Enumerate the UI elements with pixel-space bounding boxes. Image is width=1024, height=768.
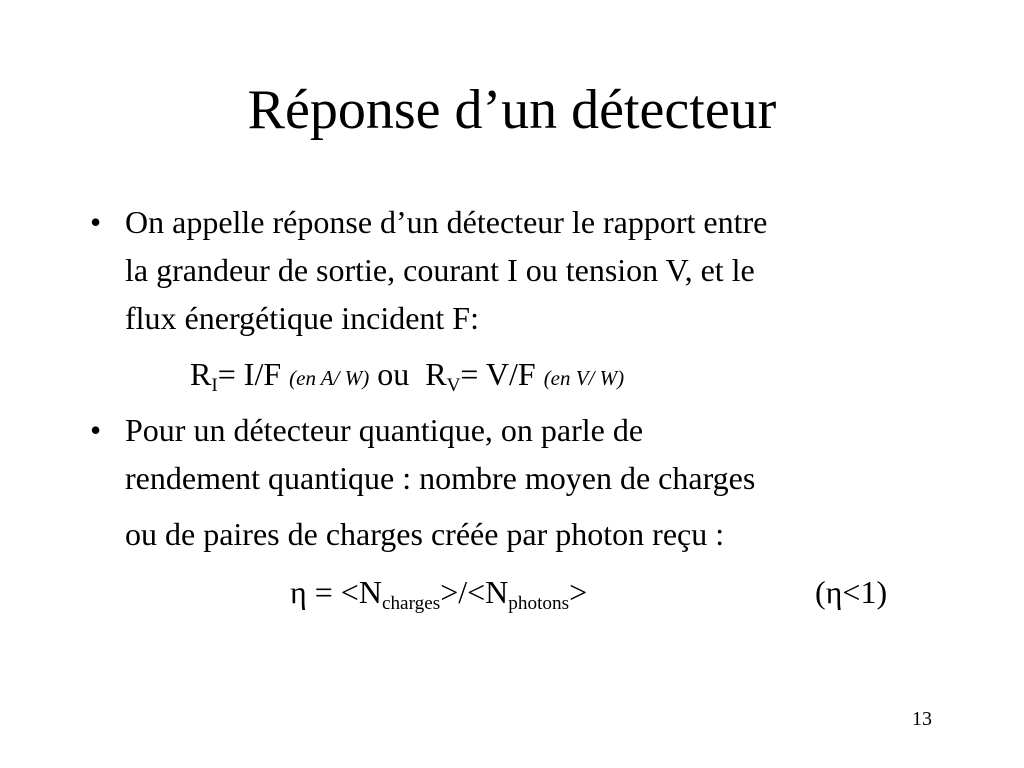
qe-end: > <box>569 574 588 610</box>
rv-symbol: R <box>425 356 447 392</box>
qe-middle: >/<N <box>440 574 509 610</box>
slide-title: Réponse d’un détecteur <box>247 79 777 141</box>
bullet-text <box>125 198 945 342</box>
ri-unit: (en A/ W) <box>289 366 370 390</box>
bullet-dot: • <box>90 412 102 448</box>
efficiency-bound-note: (η<1) <box>815 574 888 610</box>
rv-expression: = V/F <box>460 356 536 392</box>
formula-connector: ou <box>377 356 410 392</box>
bullet-dot: • <box>90 204 102 240</box>
qe-lhs: η = <N <box>290 574 382 610</box>
ri-subscript: I <box>211 374 218 396</box>
qe-sub-photons: photons <box>508 592 570 614</box>
bullet-line: On appelle réponse d’un détecteur le rapport entre <box>125 204 768 240</box>
qe-sub-charges: charges <box>381 592 441 614</box>
ri-expression: = I/F <box>217 356 282 392</box>
bullet-line: rendement quantique : nombre moyen de charges <box>125 460 756 496</box>
bullet-line: ou de paires de charges créée par photon reçu : <box>125 516 725 552</box>
bullet-text <box>125 406 945 558</box>
bullet-line: la grandeur de sortie, courant I ou tension V, et le <box>125 252 755 288</box>
page-number: 13 <box>912 708 932 730</box>
bullet-line: flux énergétique incident F: <box>125 300 479 336</box>
ri-symbol: R <box>190 356 212 392</box>
quantum-efficiency-formula <box>290 568 587 616</box>
bullet-line: Pour un détecteur quantique, on parle de <box>125 412 644 448</box>
rv-unit: (en V/ W) <box>543 366 625 390</box>
rv-subscript: V <box>446 374 461 396</box>
responsivity-formula <box>190 352 624 400</box>
